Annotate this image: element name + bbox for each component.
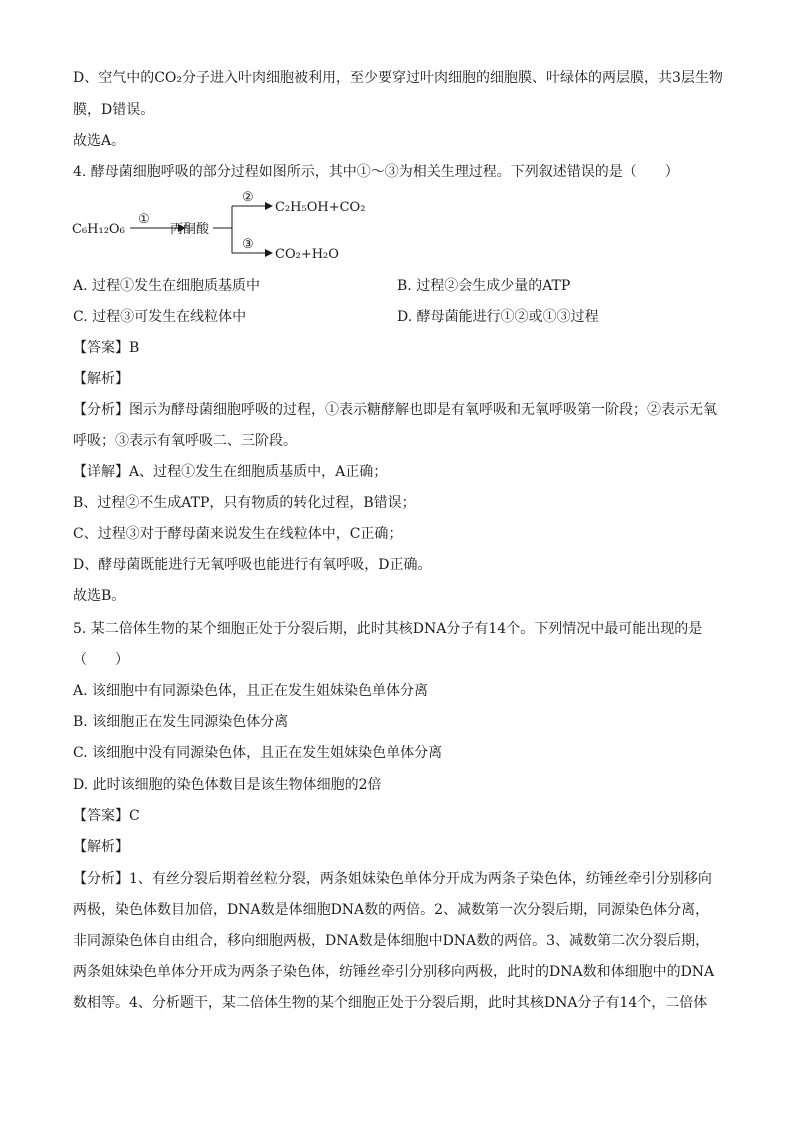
option-a: A. 该细胞中有同源染色体，且正在发生姐妹染色单体分离 bbox=[73, 683, 429, 699]
option-b: B. 过程②会生成少量的ATP bbox=[397, 278, 571, 294]
option-b: B. 该细胞正在发生同源染色体分离 bbox=[73, 714, 289, 730]
aerobic-product-label: CO₂+H₂O bbox=[275, 247, 339, 262]
analysis-text: 两极，染色体数目加倍，DNA数是体细胞DNA数的两倍。2、减数第一次分裂后期，同源染色体分离， bbox=[73, 902, 710, 918]
analysis-text: 两条姐妹染色单体分开成为两条子染色体，纺锤丝牵引分别移向两极，此时的DNA数和体细胞中的DNA bbox=[73, 964, 715, 980]
detail-text: D、酵母菌既能进行无氧呼吸也能进行有氧呼吸，D正确。 bbox=[73, 557, 432, 573]
analysis-text: 呼吸；③表示有氧呼吸二、三阶段。 bbox=[73, 433, 297, 449]
step-2-label: ② bbox=[242, 190, 254, 205]
option-c: C. 过程③可发生在线粒体中 bbox=[73, 309, 247, 325]
glucose-label: C₆H₁₂O₆ bbox=[72, 222, 125, 237]
question-5-stem: 5. 某二倍体生物的某个细胞正处于分裂后期，此时其核DNA分子有14个。下列情况中最可能出现的是 bbox=[73, 621, 703, 637]
detail-text: C、过程③对于酵母菌来说发生在线粒体中，C正确； bbox=[73, 526, 403, 542]
question-4-stem: 4. 酵母菌细胞呼吸的部分过程如图所示，其中①～③为相关生理过程。下列叙述错误的是（ ） bbox=[73, 164, 679, 180]
text-line: 故选A。 bbox=[73, 133, 126, 149]
ethanol-product-label: C₂H₅OH+CO₂ bbox=[275, 200, 366, 215]
step-1-label: ① bbox=[138, 212, 150, 227]
text-line: 膜，D错误。 bbox=[73, 102, 155, 118]
arrow-head bbox=[265, 249, 273, 257]
option-c: C. 该细胞中没有同源染色体，且正在发生姐妹染色单体分离 bbox=[73, 745, 443, 761]
detail-text: B、过程②不生成ATP，只有物质的转化过程，B错误； bbox=[73, 495, 416, 511]
step-3-label: ③ bbox=[242, 237, 254, 252]
answer-label: 【答案】C bbox=[73, 808, 140, 824]
analysis-text: 【分析】图示为酵母菌细胞呼吸的过程，①表示糖酵解也即是有氧呼吸和无氧呼吸第一阶段；②表示无氧 bbox=[73, 402, 717, 418]
arrow-head bbox=[265, 202, 273, 210]
selection-text: 故选B。 bbox=[73, 588, 126, 604]
respiration-diagram bbox=[70, 186, 400, 268]
analysis-heading: 【解析】 bbox=[73, 371, 129, 387]
option-a: A. 过程①发生在细胞质基质中 bbox=[73, 278, 261, 294]
question-5-stem: （ ） bbox=[73, 652, 129, 668]
analysis-text: 【分析】1、有丝分裂后期着丝粒分裂，两条姐妹染色单体分开成为两条子染色体，纺锤丝牵引分别移向 bbox=[73, 871, 712, 887]
pyruvate-label: 丙酮酸 bbox=[170, 222, 210, 237]
option-d: D. 此时该细胞的染色体数目是该生物体细胞的2倍 bbox=[73, 777, 382, 793]
option-d: D. 酵母菌能进行①②或①③过程 bbox=[397, 309, 599, 325]
analysis-heading: 【解析】 bbox=[73, 839, 129, 855]
text-line: D、空气中的CO₂分子进入叶肉细胞被利用，至少要穿过叶肉细胞的细胞膜、叶绿体的两层膜，共3层生物 bbox=[73, 70, 723, 86]
detail-text: 【详解】A、过程①发生在细胞质基质中，A正确； bbox=[73, 464, 388, 480]
analysis-text: 数相等。4、分析题干，某二倍体生物的某个细胞正处于分裂后期，此时其核DNA分子有14个，二倍体 bbox=[73, 995, 708, 1011]
analysis-text: 非同源染色体自由组合，移向细胞两极，DNA数是体细胞中DNA数的两倍。3、减数第二次分裂后期， bbox=[73, 933, 710, 949]
answer-label: 【答案】B bbox=[73, 340, 140, 356]
